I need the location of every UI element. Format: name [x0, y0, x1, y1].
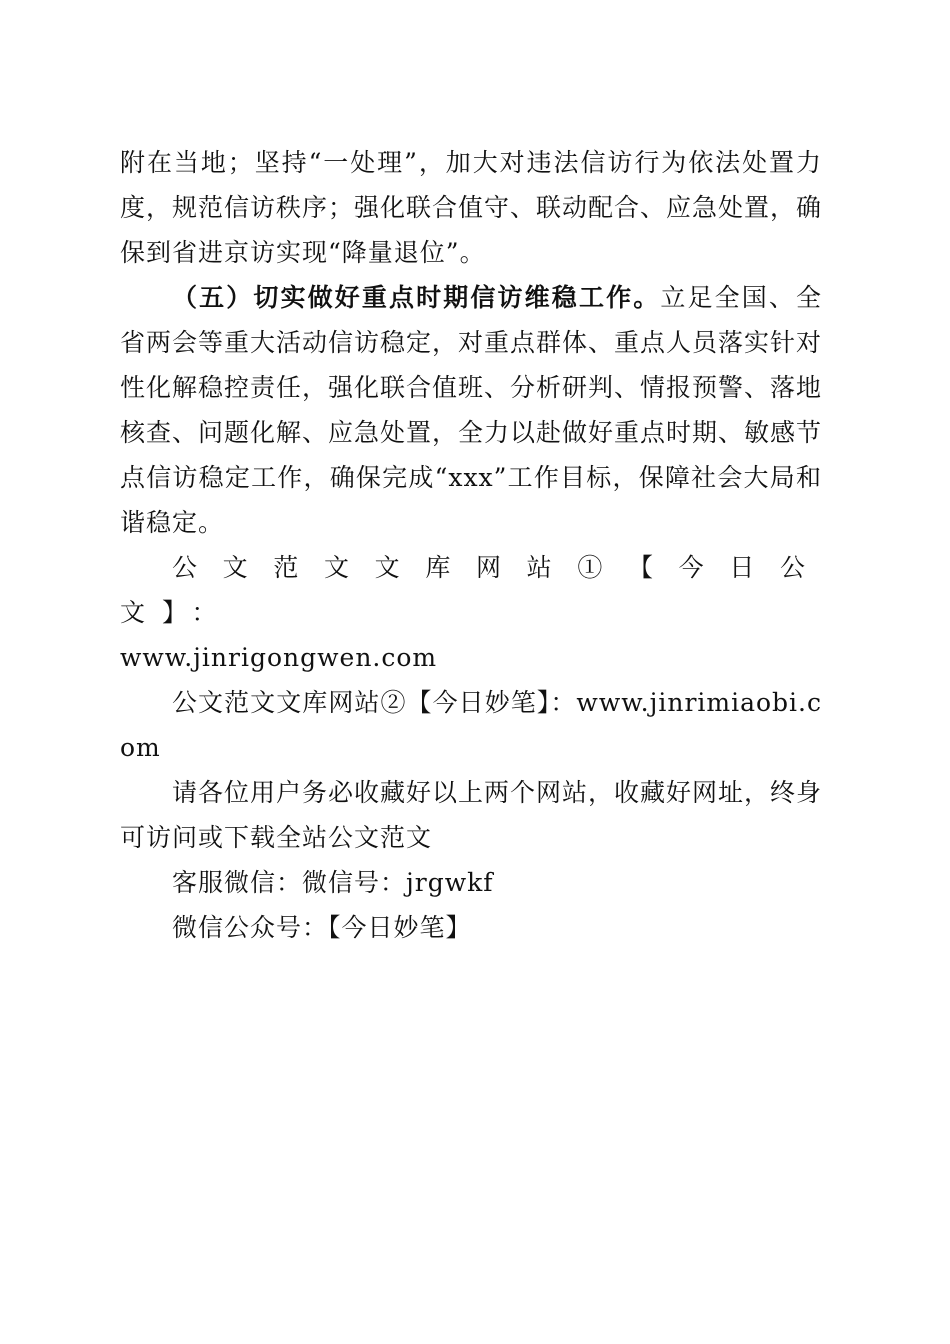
wechat-official-line: 微信公众号：【今日妙笔】: [172, 913, 472, 942]
paragraph-key-period-stability: [120, 275, 822, 545]
section-five-body: 立足全国、全省两会等重大活动信访稳定，对重点群体、重点人员落实针对性化解稳控责任，强化联合值班、分析研判、情报预警、落地核查、问题化解、应急处置，全力以赴做好重点时期、敏感节点信访稳定工作，确保完成“xxx”工作目标，保障社会大局和谐稳定。: [120, 283, 823, 537]
section-heading-five: （五）切实做好重点时期信访维稳工作。: [172, 283, 661, 312]
bookmark-notice: 请各位用户务必收藏好以上两个网站，收藏好网址，终身可访问或下载全站公文范文: [120, 778, 823, 852]
site-one-line: [120, 545, 822, 680]
document-page: [120, 140, 822, 950]
wechat-service-line: 客服微信：微信号：jrgwkf: [172, 868, 494, 897]
site-two-line: 公文范文文库网站②【今日妙笔】：www.jinrimiaobi.com: [120, 688, 822, 762]
paragraph-petition-order: 附在当地；坚持“一处理”，加大对违法信访行为依法处置力度，规范信访秩序；强化联合值守、联动配合、应急处置，确保到省进京访实现“降量退位”。: [120, 148, 823, 267]
site-one-label: 公文范文文库网站①【今日公文】：: [120, 553, 822, 627]
site-one-url: www.jinrigongwen.com: [120, 643, 438, 672]
